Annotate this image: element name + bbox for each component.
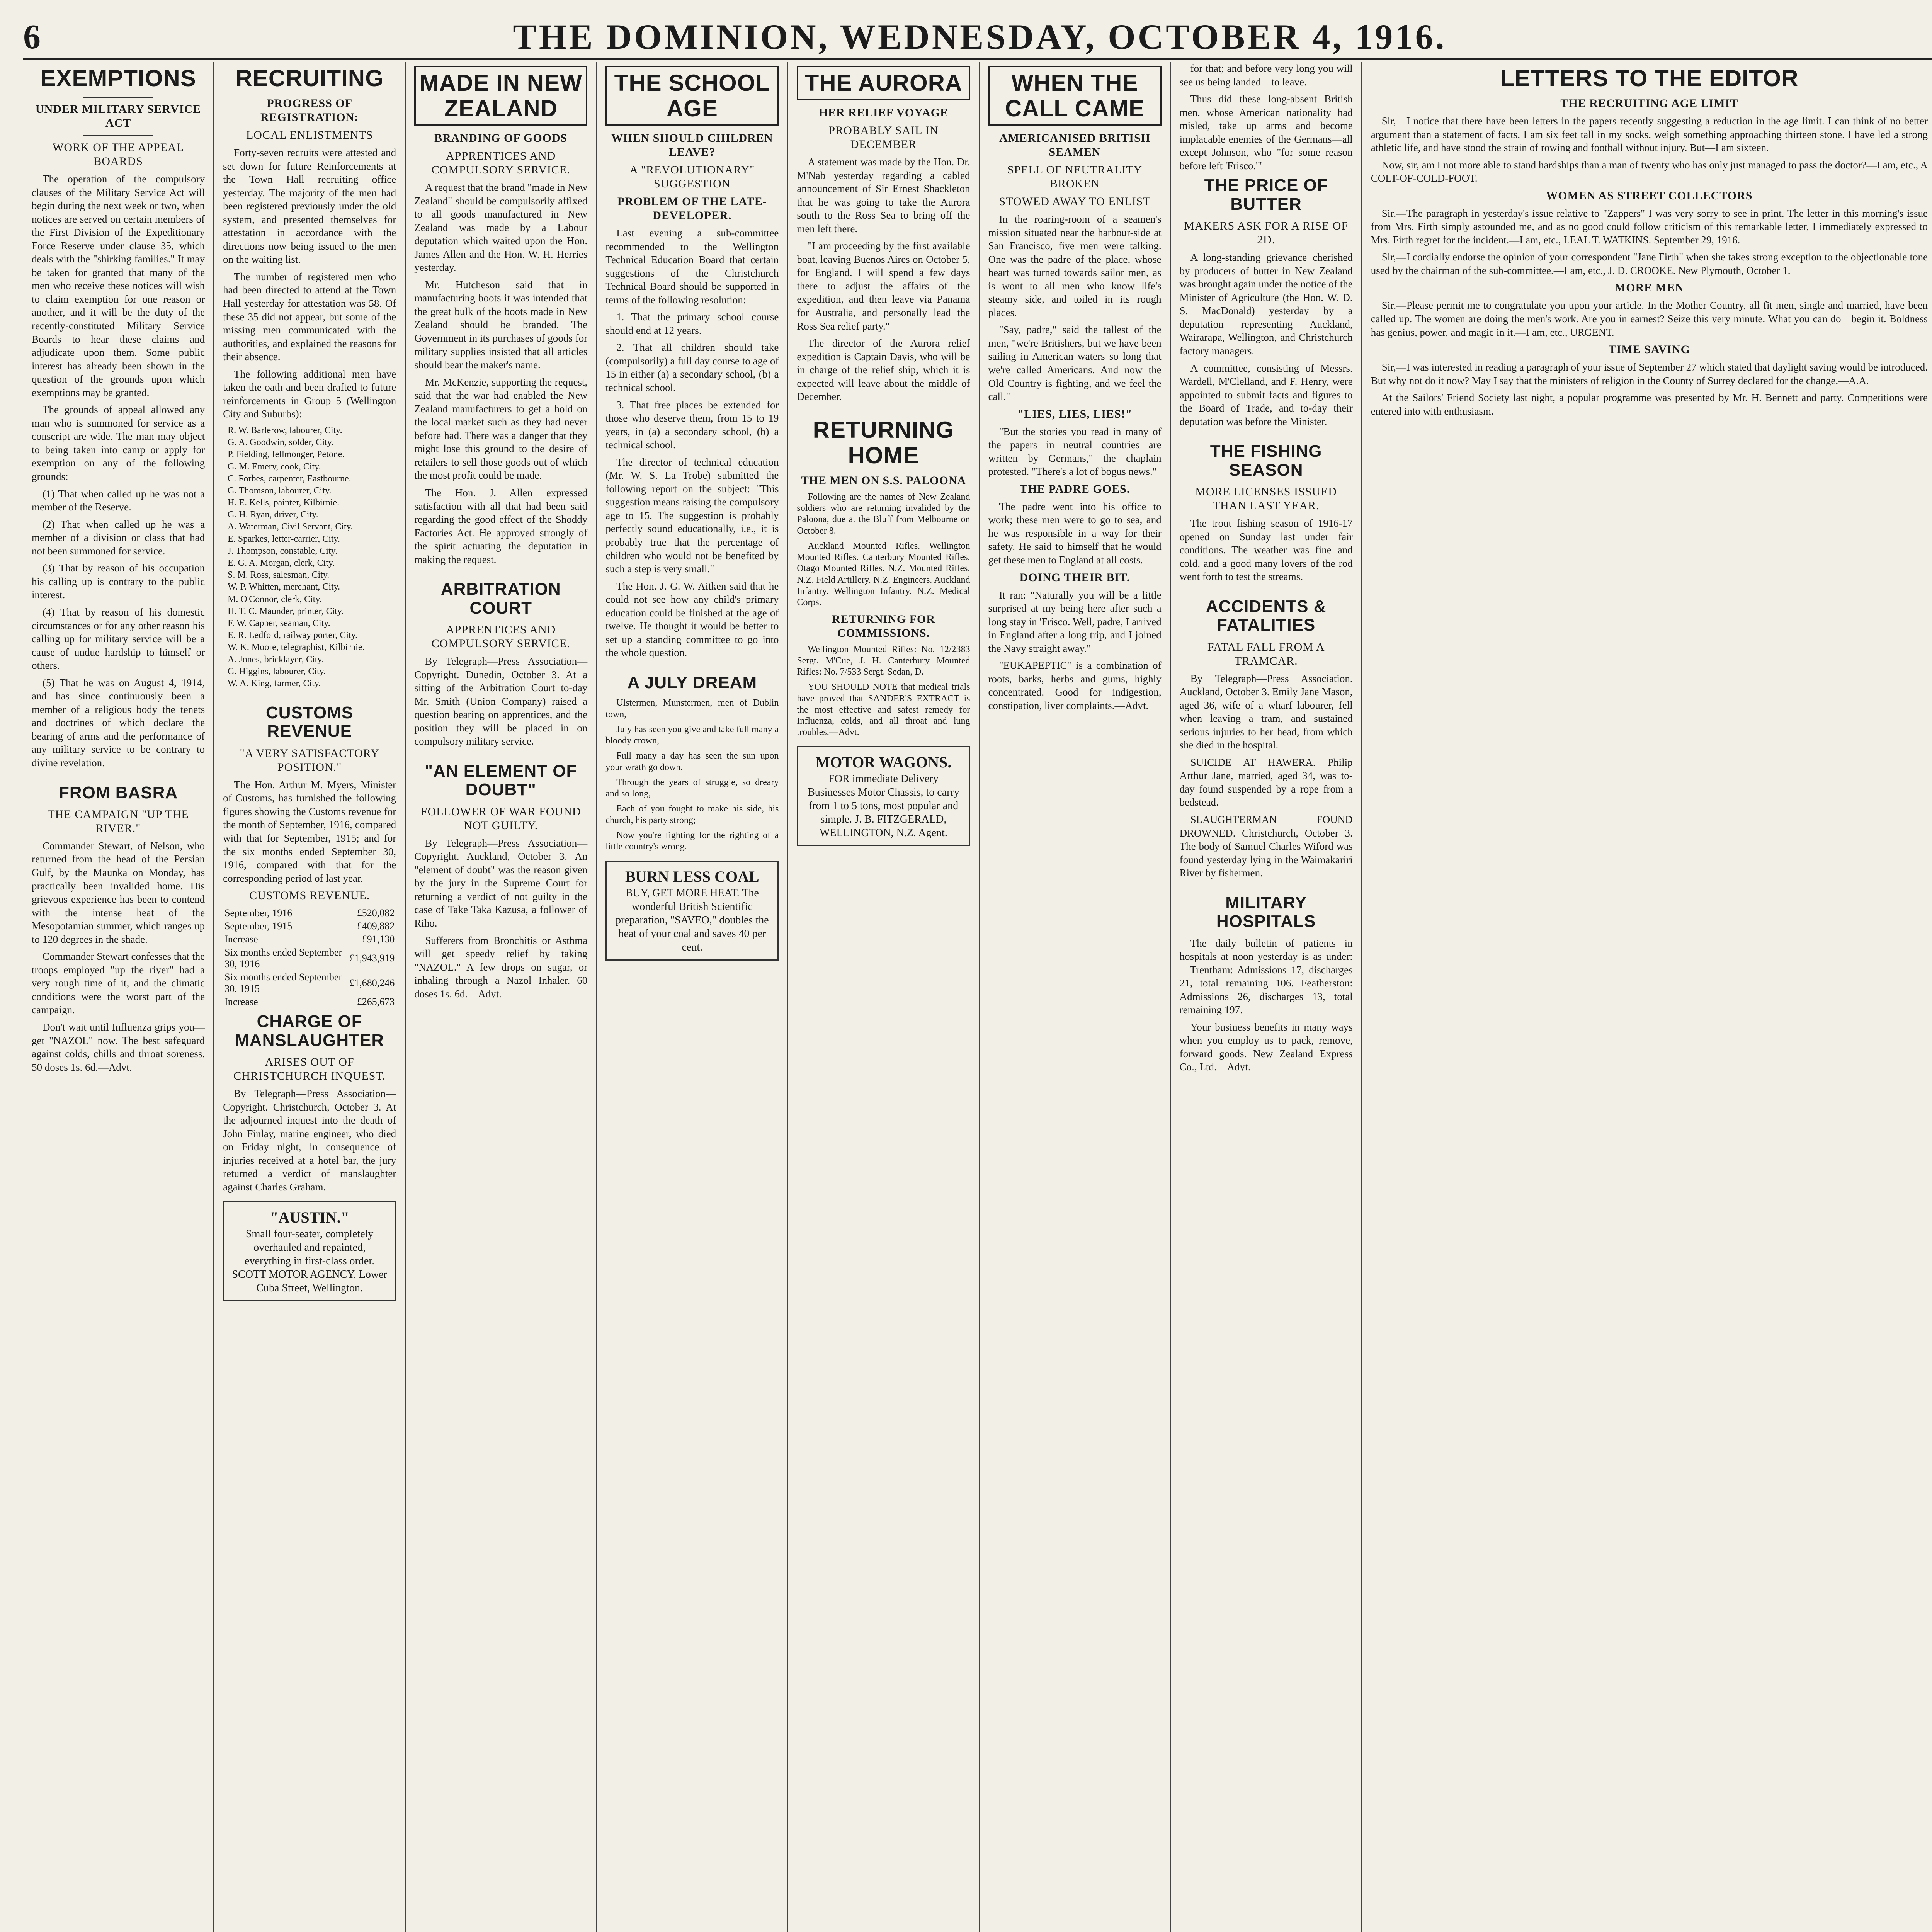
headline: THE PRICE OF BUTTER — [1204, 176, 1328, 214]
paragraph: "Say, padre," said the tallest of the men, "we're Britishers, but we have been sailing in American waters so long that we're called Americans. And now the Old Country is fighting, and we feel the call." — [988, 324, 1162, 403]
paragraph: (1) That when called up he was not a member of the Reserve. — [32, 488, 205, 513]
paragraph: "But the stories you read in many of the papers in neutral countries are written by Germans," the chaplain protested. "There's a lot of bogus news." — [988, 425, 1162, 478]
column-1 — [23, 62, 214, 1932]
headline: "AN ELEMENT OF DOUBT" — [425, 761, 577, 799]
subheadline: MORE LICENSES ISSUED THAN LAST YEAR. — [1195, 485, 1337, 512]
poem-line: Each of you fought to make his side, his church, his party strong; — [605, 804, 779, 825]
paragraph: A committee, consisting of Messrs. Wardell, M'Clelland, and F. Henry, were appointed to submit facts and figures to the Board of Trade, and to-day their deputation was before the Minister. — [1179, 362, 1353, 427]
article-body — [988, 588, 1162, 713]
headline: MADE IN NEW ZEALAND — [414, 66, 587, 126]
subheadline: BRANDING OF GOODS — [434, 132, 568, 145]
advertisement-text: Don't wait until Influenza grips you—get "NAZOL" now. The best safeguard against colds, chills and throat soreness. 50 doses 1s. 6d.—Advt. — [32, 1021, 205, 1073]
paragraph: The Hon. J. Allen expressed satisfaction with all that had been said regarding the good effect of the Shoddy Factories Act. He approved strongly of the spirit actuating the deputation in making the request. — [414, 487, 588, 565]
column-8 — [1362, 62, 1932, 1932]
article-body — [223, 778, 396, 885]
poem-line: Ulstermen, Munstermen, men of Dublin town, — [605, 698, 779, 719]
paragraph: Mr. Hutcheson said that in manufacturing boots it was intended that the great bulk of the boots made in New Zealand should be branded. The Government in its purchases of goods for military supplies insisted that all articles should bear the maker's name. — [414, 279, 588, 371]
table-row: September, 1915 £409,882 — [224, 920, 395, 932]
section-heading: THE PADRE GOES. — [1019, 482, 1130, 495]
advertisement-austin — [223, 1201, 396, 1301]
paragraph: Forty-seven recruits were attested and set down for future Reinforcements at the Town Hall recruiting office yesterday. The majority of the men had been registered previously under the old system, and presented themselves for attestation in accordance with the directions now being issued to the men on the waiting list. — [223, 147, 396, 265]
list-item: R. W. Barlerow, labourer, City. — [228, 425, 342, 435]
page-number: 6 — [23, 17, 41, 56]
article-body — [1371, 114, 1928, 185]
paragraph: A long-standing grievance cherished by producers of butter in New Zealand was brought again under the notice of the Minister of Agriculture (the Hon. W. D. S. MacDonald) yesterday by a deputation representing Auckland, Wairarapa, Wellington, and Christchurch factory managers. — [1179, 252, 1353, 357]
paragraph: By Telegraph—Press Association—Copyright. Christchurch, October 3. At the adjourned inquest into the death of John Finlay, marine engineer, who died on Friday night, in consequence of injuries received at a hotel bar, the jury returned a verdict of manslaughter against Charles Graham. — [223, 1088, 396, 1193]
list-item: S. M. Ross, salesman, City. — [228, 570, 330, 580]
list-item: G. H. Ryan, driver, City. — [228, 510, 318, 520]
list-item: W. P. Whitten, merchant, City. — [228, 582, 340, 592]
subheadline: PROBABLY SAIL IN DECEMBER — [828, 124, 939, 151]
article-recruiting — [223, 66, 396, 690]
article-body — [1371, 299, 1928, 339]
list-item: W. A. King, farmer, City. — [228, 678, 321, 689]
list-item: H. E. Kells, painter, Kilbirnie. — [228, 498, 340, 508]
subheadline: "A VERY SATISFACTORY POSITION." — [240, 747, 379, 774]
column-7 — [1171, 62, 1362, 1932]
paragraph: Sir,—Please permit me to congratulate you upon your article. In the Mother Country, all fit men, single and married, have been called up. The women are doing the men's work. Are you in earnest? Seize this very minute. What you can do—begin it. Boldness has genius, power, and magic in it.—I am, etc., URGENT. — [1371, 299, 1928, 338]
list-item: J. Thompson, constable, City. — [228, 546, 338, 556]
list-item: E. Sparkes, letter-carrier, City. — [228, 534, 340, 544]
headline: FROM BASRA — [58, 783, 178, 802]
paragraph: The following additional men have taken the oath and been drafted to future reinforcements in Group 5 (Wellington City and Suburbs): — [223, 368, 396, 420]
paragraph: 1. That the primary school course should end at 12 years. — [605, 311, 779, 336]
paragraph: The trout fishing season of 1916-17 opened on Sunday last under fair conditions. The weather was fine and cold, and a good many lovers of the rod went forth to test the streams. — [1179, 517, 1353, 583]
subheadline: APPRENTICES AND COMPULSORY SERVICE. — [431, 150, 570, 176]
paragraph: Commander Stewart, of Nelson, who returned from the head of the Persian Gulf, by the Maunka on Monday, has practically been invalided home. His grievous experience has been to contend with the intense heat of the Mesopotamian summer, which ranges up to 120 degrees in the shade. — [32, 840, 205, 945]
article-aurora — [797, 66, 970, 403]
headline: EXEMPTIONS — [40, 65, 196, 91]
list-item: M. O'Connor, clerk, City. — [228, 594, 322, 604]
paragraph: (3) That by reason of his occupation his calling up is contrary to the public interest. — [32, 562, 205, 601]
paragraph: In the roaring-room of a seamen's mission situated near the harbour-side at San Francisco, five men were talking. One was the padre of the place, whose heart was turned towards sailor men, as is wont to all men who know life's steamy side, and toiled in its rough places. — [988, 213, 1162, 318]
paragraph: 3. That free places be extended for those who deserve them, from 15 to 19 years, in (a) a secondary school, (b) a technical school. — [605, 399, 779, 451]
column-6 — [980, 62, 1171, 1932]
paragraph: "I am proceeding by the first available boat, leaving Buenos Aires on October 5, for England. I will spend a few days there to adjust the affairs of the expedition, and then leave via Panama for Australia, and personally lead the Ross Sea relief party." — [797, 240, 970, 332]
table-title: CUSTOMS REVENUE. — [249, 889, 370, 902]
paragraph: The Hon. Arthur M. Myers, Minister of Customs, has furnished the following figures showing the Customs revenue for the month of September, 1916, compared with that for September, 1915; and for the six months ended September 30, 1916, compared with that for the corresponding period of last year. — [223, 779, 396, 884]
paragraph: Commander Stewart confesses that the troops employed "up the river" had a very rough time of it, and the climatic conditions were the worst part of the campaign. — [32, 951, 205, 1016]
subheadline: ARISES OUT OF CHRISTCHURCH INQUEST. — [233, 1056, 386, 1082]
list-item: C. Forbes, carpenter, Eastbourne. — [228, 473, 351, 484]
paragraph: A request that the brand "made in New Zealand" should be compulsorily affixed to all goods manufactured in New Zealand was made by a Labour deputation which waited upon the Hon. James Allen and the Hon. W. H. Herries yesterday. — [414, 182, 588, 274]
article-accidents — [1180, 597, 1353, 880]
list-item: E. R. Ledford, railway porter, City. — [228, 630, 358, 641]
paragraph: The padre went into his office to work; these men were to go to sea, and he was responsible in a way for their safety. He said to himself that he would get these men to England at all costs. — [988, 500, 1162, 566]
paragraph: SLAUGHTERMAN FOUND DROWNED. Christchurch, October 3. The body of Samuel Charles Wiford was found yesterday lying in the Waimakariri River by fishermen. — [1179, 814, 1353, 879]
subheadline: SPELL OF NEUTRALITY BROKEN — [1007, 163, 1143, 190]
paragraph: Auckland Mounted Rifles. Wellington Mounted Rifles. Canterbury Mounted Rifles. Otago Mounted Rifles. N.Z. Mounted Rifles. N.Z. Field Artillery. N.Z. Engineers. Auckland Infantry. Wellington Infantry. N.Z. Medical Corps. — [797, 541, 970, 608]
headline: THE FISHING SEASON — [1210, 442, 1322, 480]
article-body — [797, 492, 970, 609]
subheadline: FATAL FALL FROM A TRAMCAR. — [1207, 640, 1325, 667]
paragraph: By Telegraph—Press Association—Copyright. Dunedin, October 3. At a sitting of the Arbitration Court to-day Mr. Smith (Union Company) raised a question bearing on apprentices, and the position they will be placed in on compulsory military service. — [414, 655, 588, 747]
subheadline: RETURNING FOR COMMISSIONS. — [832, 612, 935, 639]
list-item: H. T. C. Maunder, printer, City. — [228, 606, 344, 616]
subheadline: FOLLOWER OF WAR FOUND NOT GUILTY. — [420, 805, 581, 832]
list-item: G. A. Goodwin, solder, City. — [228, 437, 334, 448]
headline: THE AURORA — [797, 66, 970, 100]
paragraph: Thus did these long-absent British men, whose American nationality had misled, take up arms and become implacable enemies of the Germans—all except Johnson, who "for some reason before left 'Frisco.'" — [1179, 93, 1353, 172]
paragraph: The operation of the compulsory clauses of the Military Service Act will begin during the next week or two, when notices are served on certain members of the First Division of the Expeditionary Force Reserve under clause 35, which deals with the "shirking families." It may be taken for granted that many of the men who receive these notices will wish to claim exemption for one reason or another, and it will be the duty of the recently-constituted Military Service Boards to hear these claims and adjudicate upon them. Some public interest has already been shown in the question of the grounds upon which exemptions may be granted. — [32, 173, 205, 398]
article-body — [223, 146, 396, 421]
article-made-in-nz — [414, 66, 587, 566]
subheadline: UNDER MILITARY SERVICE ACT — [35, 103, 201, 129]
article-exemptions — [32, 66, 205, 770]
headline: THE SCHOOL AGE — [605, 66, 779, 126]
subheadline: PROGRESS OF REGISTRATION: — [260, 97, 359, 124]
column-2 — [214, 62, 406, 1932]
paragraph: Sir,—I was interested in reading a paragraph of your issue of September 27 which stated that daylight saving would be introduced. But why not do it now? May I say that the ministers of religion in the County of Surrey declared for the change.—A.A. — [1371, 361, 1928, 386]
article-body — [1180, 251, 1353, 428]
headline: A JULY DREAM — [627, 673, 757, 692]
article-letters-to-editor — [1371, 66, 1928, 418]
poem — [605, 697, 779, 852]
paragraph: for that; and before very long you will see us being landed—to leave. — [1179, 63, 1353, 88]
article-body — [1180, 517, 1353, 583]
article-body — [414, 837, 587, 1001]
paragraph: Sir,—I cordially endorse the opinion of your correspondent "Jane Firth" when she takes strong exception to the objectionable tone used by the chairman of the sub-committee.—I am, etc., J. D. CROOKE. New Plymouth, October 1. — [1371, 251, 1928, 276]
article-body — [414, 181, 587, 566]
article-military-hospitals — [1180, 894, 1353, 1074]
subheadline: WOMEN AS STREET COLLECTORS — [1546, 189, 1753, 202]
paragraph: By Telegraph—Press Association—Copyright. Auckland, October 3. An "element of doubt" was the reason given by the jury in the Supreme Court for returning a verdict of not guilty in the case of Take Taka Kazusa, a follower of Riho. — [414, 837, 588, 929]
paragraph: A statement was made by the Hon. Dr. M'Nab yesterday regarding a cabled announcement of Sir Ernest Shackleton that he was going to take the Aurora south to the Ross Sea to bring off the men left there. — [797, 156, 970, 235]
list-item: A. Waterman, Civil Servant, City. — [228, 522, 353, 532]
subheadline: TIME SAVING — [1608, 343, 1690, 356]
poem-line: Full many a day has seen the sun upon your wrath go down. — [605, 751, 779, 772]
columns — [23, 62, 1932, 1932]
table-row: September, 1916 £520,082 — [224, 907, 395, 919]
list-item: G. M. Emery, cook, City. — [228, 461, 321, 472]
headline: ACCIDENTS & FATALITIES — [1206, 597, 1327, 635]
column-5 — [788, 62, 980, 1932]
article-body — [605, 226, 779, 660]
article-body — [988, 500, 1162, 567]
article-body — [223, 1087, 396, 1194]
headline: ARBITRATION COURT — [440, 580, 561, 617]
paragraph: Wellington Mounted Rifles: No. 12/2383 Sergt. M'Cue, J. H. Canterbury Mounted Rifles: No. 7/533 Sergt. Sedan, D. — [797, 644, 970, 677]
subheadline: AMERICANISED BRITISH SEAMEN — [999, 132, 1150, 158]
list-item: G. Thomson, labourer, City. — [228, 485, 332, 496]
advertisement-text: YOU SHOULD NOTE that medical trials have proved that SANDER'S EXTRACT is the most effective and safest remedy for Influenza, colds, and all throat and lung troubles.—Advt. — [797, 682, 970, 738]
paragraph: 2. That all children should take (compulsorily) a full day course to age of 15 in either (a) a secondary school, (b) a technical school. — [605, 342, 779, 394]
subheadline: HER RELIEF VOYAGE — [818, 106, 949, 119]
paragraph: The director of technical education (Mr. W. S. La Trobe) submitted the following report on the subject: "This suggestion means raising the compulsory age to 15. The suggestion is probably perfectly sound educationally, i.e., it is probably true that the percentage of children who would not be benefited by such a step is very small." — [605, 456, 779, 575]
article-returning-home — [797, 417, 970, 846]
article-body — [1371, 207, 1928, 277]
paragraph: (2) That when called up he was a member of a division or class that had not been summoned for service. — [32, 518, 205, 557]
subheadline: THE CAMPAIGN "UP THE RIVER." — [48, 808, 189, 835]
subheadline: STOWED AWAY TO ENLIST — [999, 195, 1151, 208]
paragraph: At the Sailors' Friend Society last night, a popular programme was presented by Mr. H. Bennett and party. Competitions were entered into with enthusiasm. — [1371, 392, 1928, 417]
subheadline: MORE MEN — [1614, 281, 1684, 294]
subheadline: MAKERS ASK FOR A RISE OF 2D. — [1184, 219, 1349, 247]
ad-title: BURN LESS COAL — [625, 867, 759, 885]
table-row: Six months ended September 30, 1915 £1,680,246 — [224, 971, 395, 995]
column-4 — [597, 62, 788, 1932]
article-continuation — [1180, 62, 1353, 172]
paragraph: Sir,—I notice that there have been letters in the papers recently suggesting a reduction in the age limit. I can think of no better argument than a statement of facts. I am six feet tall in my socks, weigh something approaching thirteen stone. I have led a strong athletic life, and have stood the strain of rowing and football without injury. But—I am sixteen. — [1371, 115, 1928, 154]
article-arbitration-court — [414, 580, 587, 748]
list-item: G. Higgins, labourer, City. — [228, 666, 326, 677]
article-body — [32, 839, 205, 1074]
table-row: Six months ended September 30, 1916 £1,943,919 — [224, 947, 395, 970]
subheadline: THE RECRUITING AGE LIMIT — [1560, 97, 1738, 110]
paragraph: The director of the Aurora relief expedition is Captain Davis, who will be in charge of the relief ship, which it is expected will leave about the middle of December. — [797, 337, 970, 403]
ad-title: "AUSTIN." — [270, 1209, 349, 1226]
article-customs-revenue — [223, 704, 396, 1301]
article-body — [988, 213, 1162, 478]
paragraph: (5) That he was on August 4, 1914, and has since continuously been a member of a religious body the tenets and doctrines of which declare the bearing of arms and the performance of any military service to be contrary to divine revelation. — [32, 677, 205, 769]
article-body — [797, 644, 970, 738]
headline: MILITARY HOSPITALS — [1216, 893, 1316, 931]
paragraph: Now, sir, am I not more able to stand hardships than a man of twenty who has only just managed to pass the doctor?—I am, etc., A COLT-OF-COLD-FOOT. — [1371, 159, 1928, 184]
list-item: A. Jones, bricklayer, City. — [228, 654, 324, 665]
article-body — [32, 172, 205, 770]
subheadline: A "REVOLUTIONARY" SUGGESTION — [629, 163, 755, 190]
advertisement-saveo — [605, 861, 779, 961]
subheadline: THE MEN ON S.S. PALOONA — [801, 474, 966, 487]
paragraph: It ran: "Naturally you will be a little surprised at my being here after such a long stay in 'Frisco. Well, padre, I arrived in England after a long trip, and I joined the Navy straight away." — [988, 589, 1162, 654]
paragraph: The number of registered men who had been directed to attend at the Town Hall yesterday for attestation was 58. Of these 35 did not appear, but some of the missing men communicated with the authorities, and explained the reasons for their absence. — [223, 270, 396, 363]
article-body — [1180, 937, 1353, 1074]
revenue-table — [223, 906, 396, 1009]
headline: WHEN THE CALL CAME — [988, 66, 1162, 126]
subheadline: LOCAL ENLISTMENTS — [246, 129, 373, 141]
section-heading: DOING THEIR BIT. — [1019, 571, 1130, 584]
subheadline: APPRENTICES AND COMPULSORY SERVICE. — [431, 623, 570, 650]
paragraph: The daily bulletin of patients in hospitals at noon yesterday is as under:—Trentham: Admissions 17, discharges 21, total remaining 106. Featherston: Admissions 26, discharges 13, total remaining 197. — [1179, 937, 1353, 1016]
paragraph: Last evening a sub-committee recommended to the Wellington Technical Education Board that certain suggestions of the Christchurch Technical Board should be supported in terms of the following resolution: — [605, 227, 779, 306]
article-body — [414, 655, 587, 748]
headline: CUSTOMS REVENUE — [266, 703, 354, 741]
section-heading: "LIES, LIES, LIES!" — [1017, 407, 1133, 420]
article-body — [1371, 361, 1928, 418]
masthead — [23, 15, 1932, 60]
advertisement-motor-wagons — [797, 746, 970, 846]
article-school-age — [605, 66, 779, 660]
list-item: W. K. Moore, telegraphist, Kilbirnie. — [228, 642, 365, 653]
headline: CHARGE OF MANSLAUGHTER — [235, 1012, 384, 1050]
ad-text: BUY, GET MORE HEAT. The wonderful British Scientific preparation, "SAVEO," doubles the heat of your coal and saves 40 per cent. — [616, 887, 769, 953]
poem-line: July has seen you give and take full many a bloody crown, — [605, 724, 779, 746]
paragraph: Following are the names of New Zealand soldiers who are returning invalided by the Paloona, due at the Bluff from Melbourne on October 8. — [797, 492, 970, 536]
paragraph: The grounds of appeal allowed any man who is summoned for service as a conscript are wide. The man may object to being taken into camp or apply for exemption on any of the following grounds: — [32, 404, 205, 483]
article-price-of-butter — [1180, 176, 1353, 428]
subheadline: PROBLEM OF THE LATE-DEVELOPER. — [617, 195, 767, 222]
newspaper-title: THE DOMINION, WEDNESDAY, OCTOBER 4, 1916. — [513, 17, 1447, 56]
ad-title: MOTOR WAGONS. — [815, 753, 952, 771]
paragraph: Mr. McKenzie, supporting the request, said that the war had enabled the New Zealand manufacturers to get a hold on the local market such as they had never before had. There was a danger that they might lose this ground to the desire of retailers to sell those goods out of which the most profit could be made. — [414, 376, 588, 481]
headline: LETTERS TO THE EDITOR — [1500, 65, 1799, 91]
headline: RETURNING HOME — [813, 417, 954, 468]
article-body — [1180, 672, 1353, 880]
article-from-basra — [32, 784, 205, 1074]
article-when-the-call-came — [988, 66, 1162, 713]
paragraph: The Hon. J. G. W. Aitken said that he could not see how any child's primary education could be finished at the age of twelve. He thought it would be better to set up a standing committee to go into the whole question. — [605, 580, 779, 659]
ad-text: FOR immediate Delivery Businesses Motor Chassis, to carry from 1 to 5 tons, most popular and simple. J. B. FITZGERALD, WELLINGTON, N.Z. Agent. — [808, 772, 959, 839]
poem-line: Now you're fighting for the righting of a little country's wrong. — [605, 830, 779, 852]
article-fishing-season — [1180, 442, 1353, 583]
list-item: P. Fielding, fellmonger, Petone. — [228, 449, 345, 460]
poem-line: Through the years of struggle, so dreary and so long, — [605, 777, 779, 799]
subheadline: WHEN SHOULD CHILDREN LEAVE? — [611, 132, 773, 158]
subheadline: WORK OF THE APPEAL BOARDS — [53, 141, 184, 168]
paragraph: By Telegraph—Press Association. Auckland, October 3. Emily Jane Mason, aged 36, wife of a wharf labourer, fell when leaving a tram, and sustained serious injuries to her head, from which she died in the hospital. — [1179, 672, 1353, 751]
advertisement-text: "EUKAPEPTIC" is a combination of roots, barks, herbs and gums, highly concentrated. Good for indigestion, constipation, liver complaints.—Advt. — [988, 660, 1162, 711]
list-item: E. G. A. Morgan, clerk, City. — [228, 558, 335, 568]
advertisement-text: Sufferers from Bronchitis or Asthma will get speedy relief by taking "NAZOL." A few drops on sugar, or inhaling through a Nazol Inhaler. 60 doses 1s. 6d.—Advt. — [414, 934, 588, 1000]
paragraph: SUICIDE AT HAWERA. Philip Arthur Jane, married, aged 34, was to-day found suspended by a rope from a bedstead. — [1179, 756, 1353, 808]
headline: RECRUITING — [235, 65, 384, 91]
article-element-of-doubt — [414, 762, 587, 1000]
table-row: Increase £265,673 — [224, 996, 395, 1008]
recruit-list — [223, 425, 396, 690]
article-body — [797, 155, 970, 403]
ad-text: Small four-seater, completely overhauled and repainted, everything in first-class order. SCOTT MOTOR AGENCY, Lower Cuba Street, Wellington. — [232, 1228, 387, 1294]
column-3 — [406, 62, 597, 1932]
paragraph: (4) That by reason of his domestic circumstances or for any other reason his calling up for military service will be a cause of undue hardship to himself or others. — [32, 606, 205, 672]
advertisement-text: Your business benefits in many ways when you employ us to pack, remove, forward goods. New Zealand Express Co., Ltd.—Advt. — [1179, 1021, 1353, 1073]
paragraph: Sir,—The paragraph in yesterday's issue relative to "Zappers" I was very sorry to see in print. The letter in this morning's issue from Mrs. Firth simply astounded me, and as no good could follow criticism of this remarkable letter, I immediately expressed to Mrs. Firth regret for the incident.—I am, etc., LEAL T. WATKINS. September 29, 1916. — [1371, 207, 1928, 246]
article-july-dream — [605, 673, 779, 961]
table-row: Increase £91,130 — [224, 934, 395, 945]
list-item: F. W. Capper, seaman, City. — [228, 618, 330, 628]
